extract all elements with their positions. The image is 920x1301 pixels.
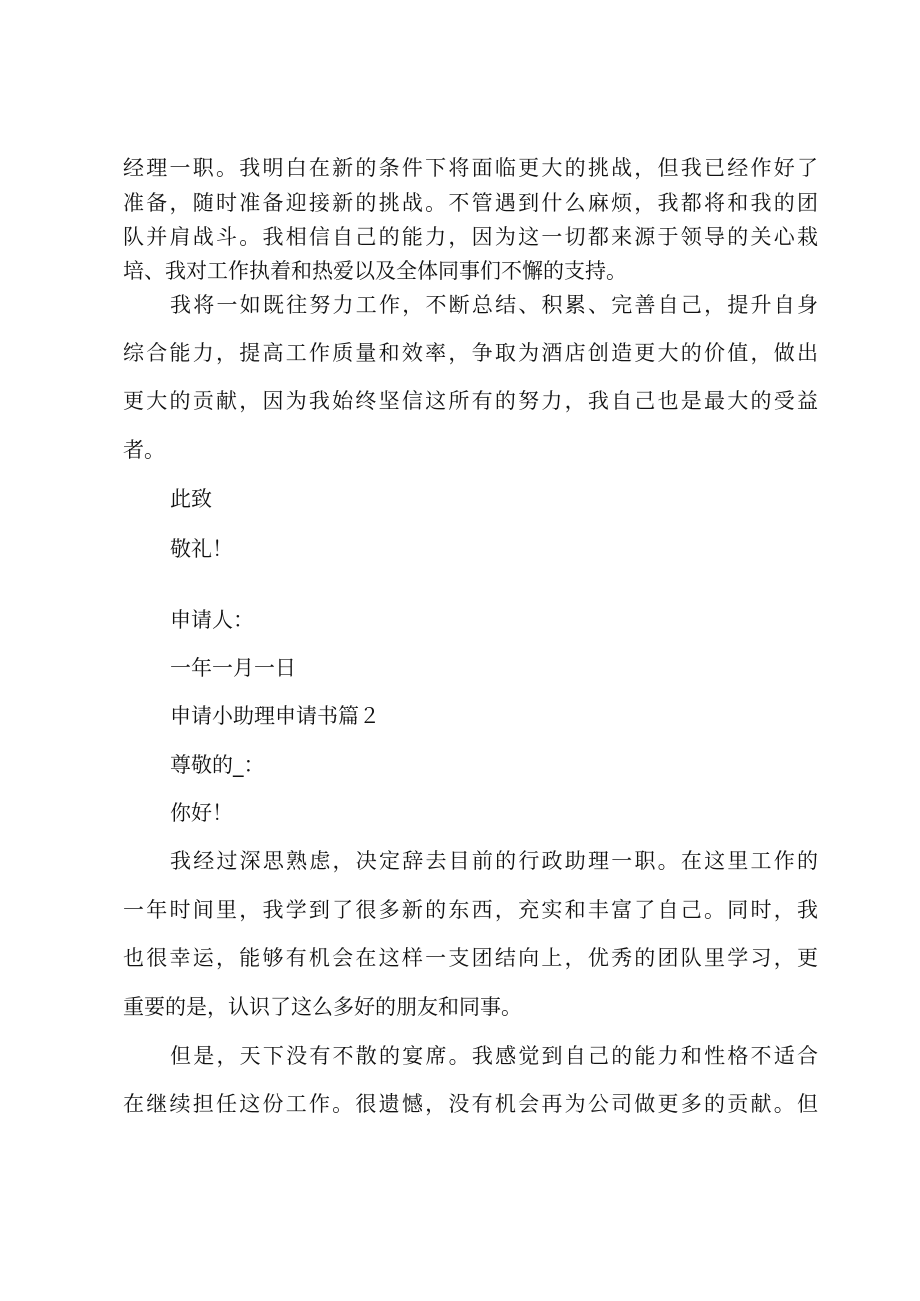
body-text-line: 在继续担任这份工作。很遗憾，没有机会再为公司做更多的贡献。但 — [123, 1092, 818, 1116]
body-text-line: 经理一职。我明白在新的条件下将面临更大的挑战，但我已经作好了 — [123, 156, 818, 180]
body-text-line: 也很幸运，能够有机会在这样一支团结向上，优秀的团队里学习，更 — [123, 946, 818, 970]
greeting: 尊敬的_： — [170, 753, 265, 777]
body-text-line: 我经过深思熟虑，决定辞去目前的行政助理一职。在这里工作的 — [170, 849, 818, 873]
body-text-line: 者。 — [123, 438, 165, 462]
section-heading: 申请小助理申请书篇２ — [170, 704, 380, 728]
body-text-line: 更大的贡献，因为我始终坚信这所有的努力，我自己也是最大的受益 — [123, 389, 818, 413]
body-text-line: 培、我对工作执着和热爱以及全体同事们不懈的支持。 — [123, 259, 627, 283]
date-line: 一年一月一日 — [170, 656, 296, 680]
closing-regards: 敬礼！ — [170, 537, 233, 561]
body-text-line: 重要的是，认识了这么多好的朋友和同事。 — [123, 995, 522, 1019]
closing-salutation: 此致 — [170, 487, 212, 511]
applicant-label: 申请人： — [170, 608, 254, 632]
body-text-line: 综合能力，提高工作质量和效率，争取为酒店创造更大的价值，做出 — [123, 341, 818, 365]
hello-line: 你好！ — [170, 801, 233, 825]
body-text-line: 准备，随时准备迎接新的挑战。不管遇到什么麻烦，我都将和我的团 — [123, 191, 818, 215]
body-text-line: 一年时间里，我学到了很多新的东西，充实和丰富了自己。同时，我 — [123, 898, 818, 922]
body-text-line: 但是，天下没有不散的宴席。我感觉到自己的能力和性格不适合 — [170, 1044, 818, 1068]
body-text-line: 我将一如既往努力工作，不断总结、积累、完善自己，提升自身 — [170, 293, 818, 317]
body-text-line: 队并肩战斗。我相信自己的能力，因为这一切都来源于领导的关心栽 — [123, 225, 818, 249]
